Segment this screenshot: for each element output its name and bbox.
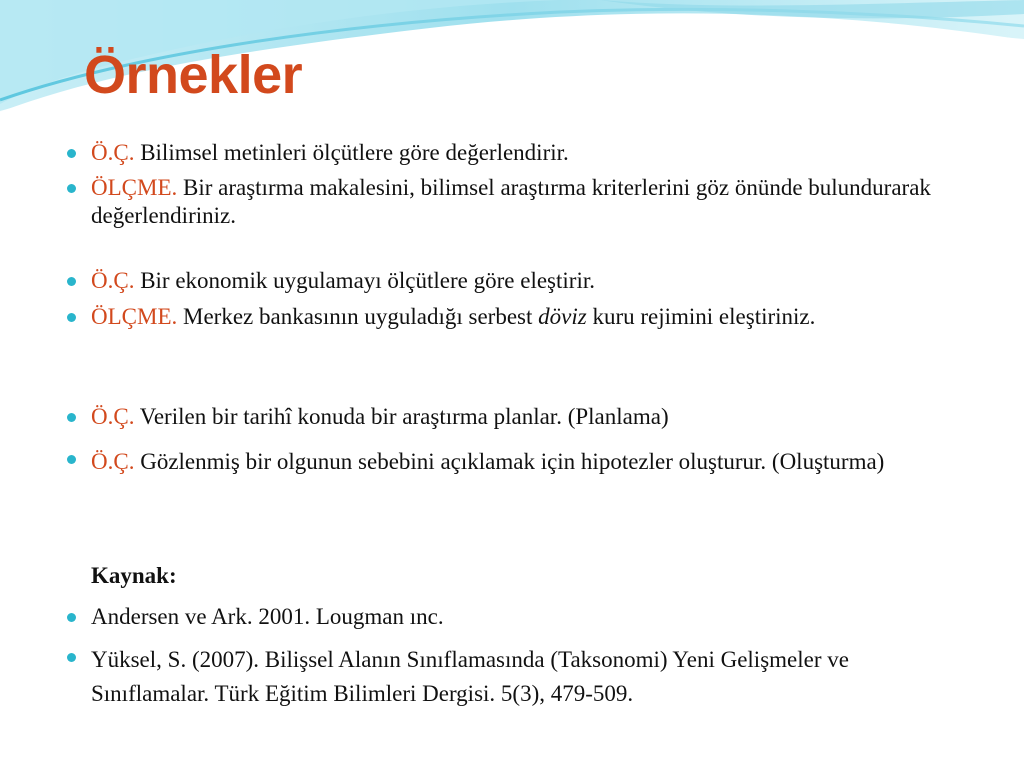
list-item xyxy=(91,267,971,295)
item-prefix: ÖLÇME. xyxy=(91,175,178,200)
item-text: Bir araştırma makalesini, bilimsel araştırma kriterlerini göz önünde bulundurarak değerlendiriniz. xyxy=(91,175,931,228)
list-item xyxy=(91,403,971,431)
item-prefix: ÖLÇME. xyxy=(91,304,178,329)
item-text: Gözlenmiş bir olgunun sebebini açıklamak için hipotezler oluşturur. (Oluşturma) xyxy=(134,449,885,474)
list-item xyxy=(91,139,971,167)
item-prefix: Ö.Ç. xyxy=(91,268,135,293)
list-item xyxy=(91,445,971,479)
source-item: Andersen ve Ark. 2001. Lougman ınc. xyxy=(91,603,971,631)
slide-title: Örnekler xyxy=(84,45,303,105)
item-italic-word: döviz xyxy=(538,304,587,329)
item-prefix: Ö.Ç. xyxy=(91,449,135,474)
source-item: Yüksel, S. (2007). Bilişsel Alanın Sınıflamasında (Taksonomi) Yeni Gelişmeler ve Sınıflamalar. Türk Eğitim Bilimleri Dergisi. 5(3), 479-509. xyxy=(91,643,971,711)
item-prefix: Ö.Ç. xyxy=(91,404,135,429)
source-label: Kaynak: xyxy=(91,563,177,588)
list-item xyxy=(91,174,971,230)
item-text: Merkez bankasının uyguladığı serbest xyxy=(177,304,539,329)
item-text: kuru rejimini eleştiriniz. xyxy=(586,304,816,329)
item-prefix: Ö.Ç. xyxy=(91,140,135,165)
item-text: Verilen bir tarihî konuda bir araştırma planlar. (Planlama) xyxy=(134,404,669,429)
list-item xyxy=(91,303,971,331)
item-text: Bilimsel metinleri ölçütlere göre değerlendirir. xyxy=(134,140,569,165)
item-text: Bir ekonomik uygulamayı ölçütlere göre eleştirir. xyxy=(134,268,595,293)
